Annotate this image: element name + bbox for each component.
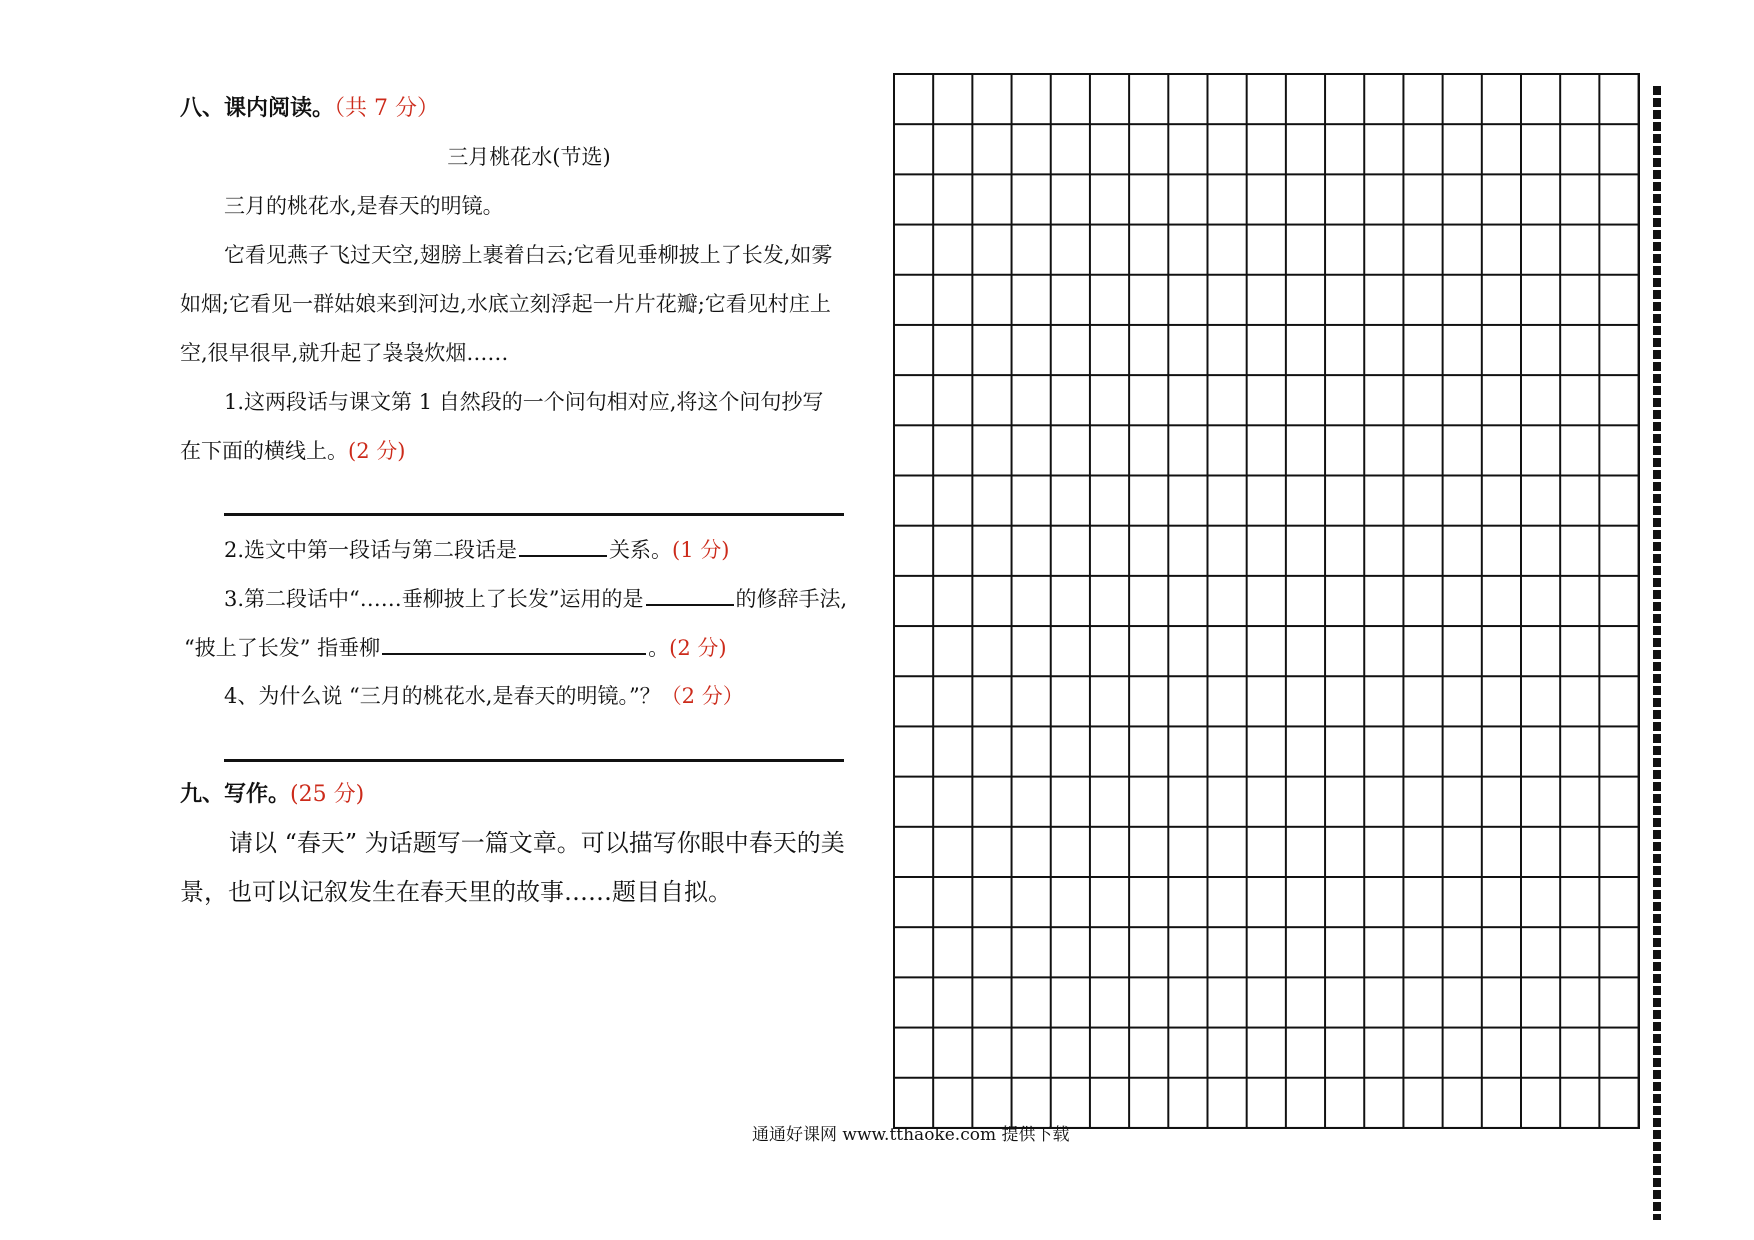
section9-heading: 九、写作。 (180, 781, 291, 807)
question3-score: (2 分) (669, 636, 727, 660)
footer-credit: 通通好课网 www.tthaoke.com 提供下载 (752, 1125, 1070, 1145)
passage-title: 三月桃花水(节选) (447, 145, 611, 169)
section9-score: (25 分) (290, 782, 365, 807)
question1-score: (2 分) (348, 439, 406, 463)
section8-heading-row (180, 94, 439, 123)
question1-line2-row (180, 437, 405, 465)
question3-line2-part2: 。 (648, 636, 670, 660)
question2-text-part2: 关系。 (609, 538, 673, 562)
writing-prompt-line2: 景，也可以记叙发生在春天里的故事……题目自拟。 (180, 878, 732, 906)
question3-blank1[interactable] (646, 584, 734, 606)
question2-score: (1 分) (672, 538, 730, 562)
writing-prompt-line1: 请以 “春天” 为话题写一篇文章。可以描写你眼中春天的美 (229, 829, 845, 857)
question4-row (224, 682, 744, 710)
question2-text-part1: 2.选文中第一段话与第二段话是 (224, 538, 518, 562)
question1-line1: 1.这两段话与课文第 1 自然段的一个问句相对应,将这个问句抄写 (224, 390, 824, 414)
question1-answer-line[interactable] (224, 513, 844, 516)
question3-line2-part1: “披上了长发” 指垂柳 (184, 636, 381, 660)
passage-para2-line1: 它看见燕子飞过天空,翅膀上裹着白云;它看见垂柳披上了长发,如雾 (224, 243, 833, 267)
question3-text-part1: 3.第二段话中“……垂柳披上了长发”运用的是 (224, 587, 644, 611)
passage-para1: 三月的桃花水,是春天的明镜。 (224, 194, 504, 218)
question1-line2: 在下面的横线上。 (180, 439, 348, 463)
section8-score: （共 7 分） (334, 96, 439, 121)
question2-row (224, 535, 729, 564)
passage-para2-line3: 空,很早很早,就升起了袅袅炊烟…… (180, 341, 509, 365)
section9-heading-row (180, 780, 364, 809)
passage-para2-line2: 如烟;它看见一群姑娘来到河边,水底立刻浮起一片片花瓣;它看见村庄上 (180, 292, 831, 316)
question3-blank2[interactable] (382, 633, 646, 655)
question3-text-part2: 的修辞手法, (735, 587, 848, 611)
writing-grid[interactable] (893, 73, 1640, 1129)
section8-heading: 八、课内阅读。 (180, 95, 335, 121)
question3-line1 (224, 584, 847, 613)
question4-answer-line[interactable] (224, 759, 844, 762)
question4-score: （2 分） (660, 684, 744, 708)
question2-blank[interactable] (519, 535, 607, 557)
question3-line2 (184, 633, 727, 662)
question4-text: 4、为什么说 “三月的桃花水,是春天的明镜。”？ (224, 684, 661, 708)
binding-dashed-line (1653, 86, 1661, 1220)
